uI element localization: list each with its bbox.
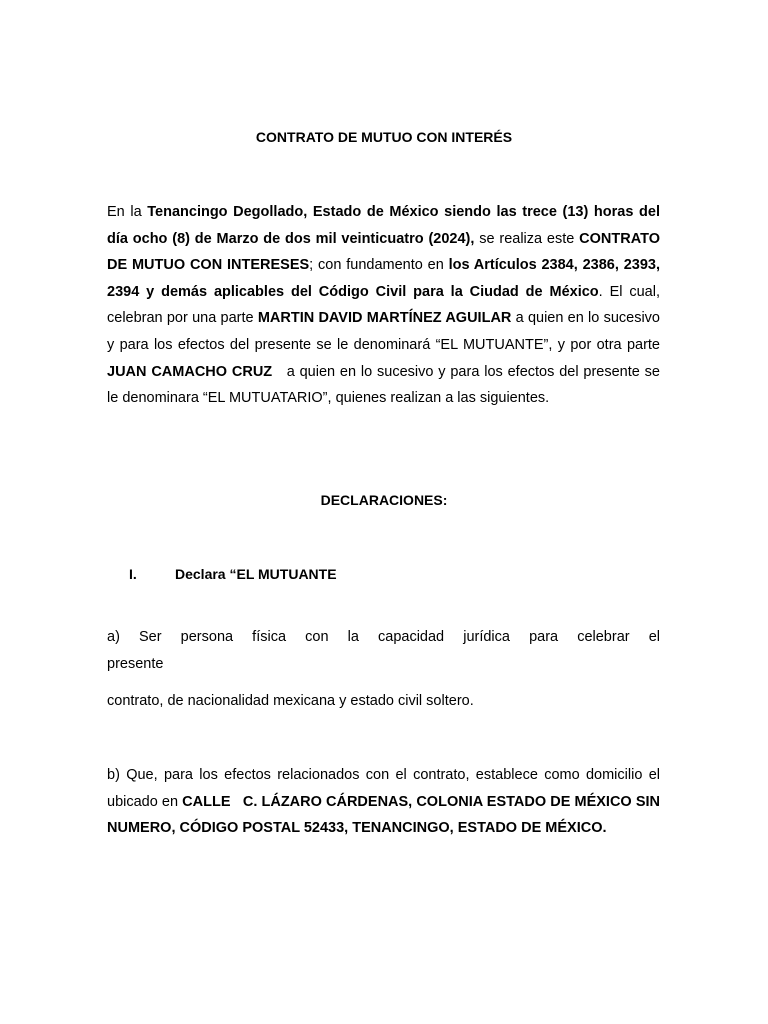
intro-legal-basis: los Artículos 2384, 2386, 2393, 2394 y demás aplicables del Código Civil para la Ciudad de México — [107, 257, 660, 300]
item-b-text: b) Que, para los efectos relacionados con el contrato, establece como domicilio el ubicado en — [107, 767, 660, 810]
intro-borrower-name: JUAN CAMACHO CRUZ — [107, 363, 273, 380]
intro-text-2: se realiza este — [474, 230, 580, 247]
item-a-line-1: a) Ser persona física con la capacidad jurídica para celebrar el — [107, 629, 660, 645]
item-a-line-3: contrato, de nacionalidad mexicana y estado civil soltero. — [107, 693, 474, 709]
intro-text-6: a quien en lo sucesivo y para los efectos del presente se le denominara “EL MUTUATARIO”, quienes realizan a las siguientes. — [107, 363, 665, 407]
intro-paragraph — [107, 199, 665, 412]
document-title: CONTRATO DE MUTUO CON INTERÉS — [255, 129, 513, 145]
intro-text-5: a quien en lo sucesivo y para los efectos del presente se le denominará “EL MUTUANTE”, y por otra parte — [107, 310, 660, 353]
item-a-line-2: presente — [107, 656, 164, 672]
intro-text-3: ; con fundamento en — [309, 257, 449, 274]
item-b-paragraph — [107, 762, 665, 842]
intro-lender-name: MARTIN DAVID MARTÍNEZ AGUILAR — [257, 310, 512, 327]
section-label: Declara “EL MUTUANTE — [175, 566, 337, 582]
intro-text-4: . El cual, celebran por una parte — [107, 283, 660, 327]
item-b-address: CALLE C. LÁZARO CÁRDENAS, COLONIA ESTADO DE MÉXICO SIN NUMERO, CÓDIGO POSTAL 52433, TENANCINGO, ESTADO DE MÉXICO. — [107, 793, 665, 837]
intro-contract-name: CONTRATO DE MUTUO CON INTERESES — [107, 230, 660, 274]
intro-text-1: En la — [107, 204, 148, 220]
intro-place-date: Tenancingo Degollado, Estado de México siendo las trece (13) horas del día ocho (8) de Marzo de dos mil veinticuatro (2024), — [107, 204, 660, 247]
section-number: I. — [129, 566, 137, 582]
declarations-heading: DECLARACIONES: — [320, 492, 448, 508]
